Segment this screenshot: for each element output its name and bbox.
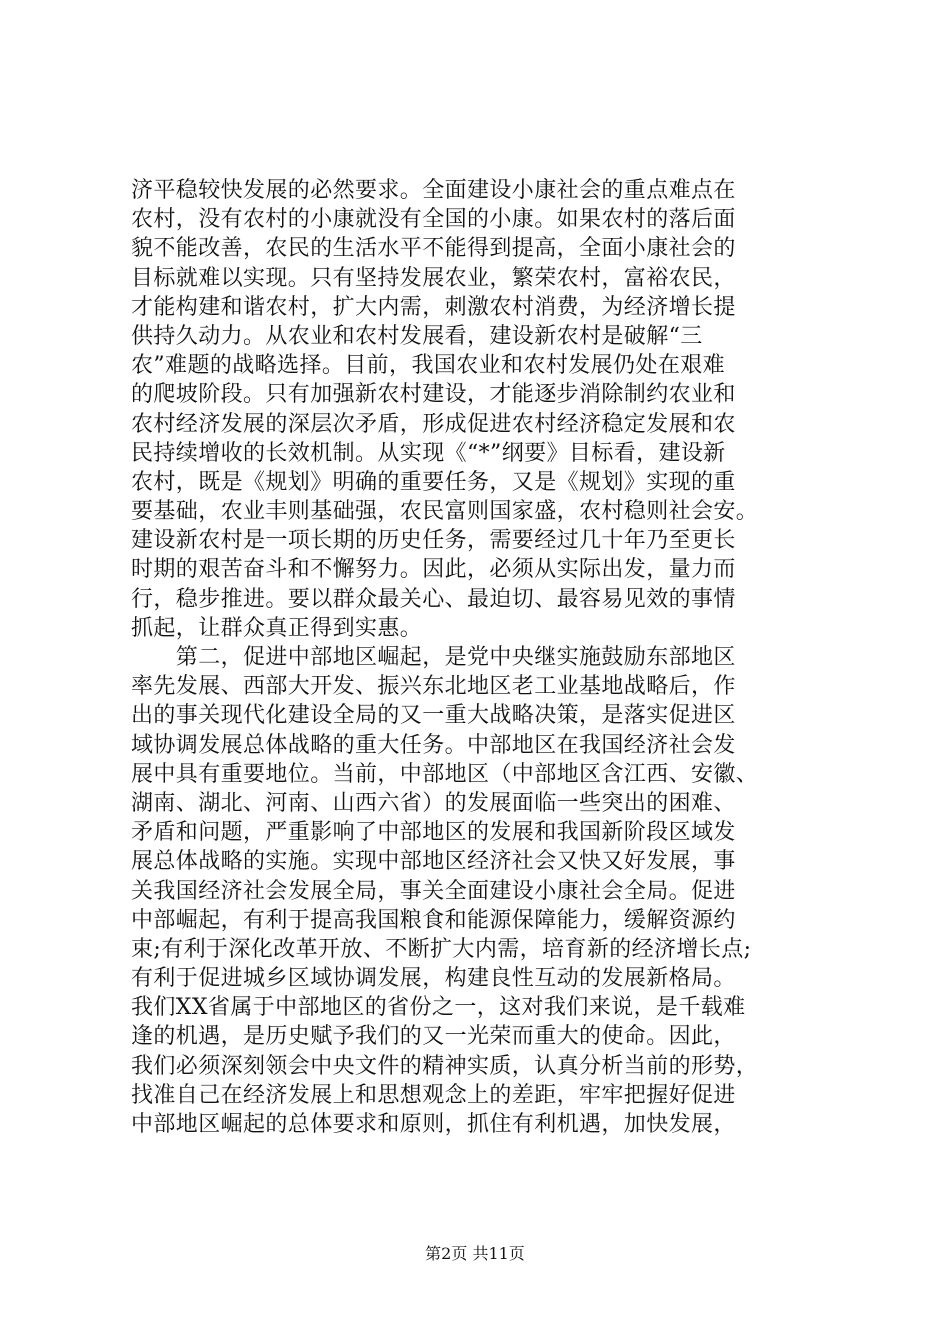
text-line: 关我国经济社会发展全局，事关全面建设小康社会全局。促进 [131,878,736,904]
page-number-footer: 第2页 共11页 [425,1244,525,1263]
text-line: 才能构建和谐农村，扩大内需，刺激农村消费，为经济增长提 [131,294,736,320]
text-line: 农村，没有农村的小康就没有全国的小康。如果农村的落后面 [131,207,736,233]
text-line: 逢的机遇，是历史赋予我们的又一光荣而重大的使命。因此， [131,1024,736,1050]
paragraph-start-line: 第二，促进中部地区崛起，是党中央继实施鼓励东部地区 [131,645,736,670]
text-line: 农村，既是《规划》明确的重要任务，又是《规划》实现的重 [131,469,736,495]
text-line: 目标就难以实现。只有坚持发展农业，繁荣农村，富裕农民， [131,265,736,291]
text-line: 我们必须深刻领会中央文件的精神实质，认真分析当前的形势， [131,1053,759,1079]
text-line: 的爬坡阶段。只有加强新农村建设，才能逐步消除制约农业和 [131,382,736,408]
text-line: 中部地区崛起的总体要求和原则，抓住有利机遇，加快发展， [131,1112,736,1137]
text-line: 抓起，让群众真正得到实惠。 [131,615,423,641]
text-line: 民持续增收的长效机制。从实现《“*”纲要》目标看，建设新 [131,440,726,466]
text-line: 率先发展、西部大开发、振兴东北地区老工业基地战略后，作 [131,674,736,700]
text-line: 我们XX省属于中部地区的省份之一，这对我们来说，是千载难 [131,995,746,1021]
text-line: 有利于促进城乡区域协调发展，构建良性互动的发展新格局。 [131,966,736,992]
text-line: 束;有利于深化改革开放、不断扩大内需，培育新的经济增长点; [131,936,752,962]
text-line: 时期的艰苦奋斗和不懈努力。因此，必须从实际出发，量力而 [131,557,736,583]
text-line: 貌不能改善，农民的生活水平不能得到提高，全面小康社会的 [131,236,736,262]
text-line: 要基础，农业丰则基础强，农民富则国家盛，农村稳则社会安。 [131,499,759,525]
text-line: 域协调发展总体战略的重大任务。中部地区在我国经济社会发 [131,732,736,758]
text-line: 农”难题的战略选择。目前，我国农业和农村发展仍处在艰难 [131,353,726,379]
text-line: 找准自己在经济发展上和思想观念上的差距，牢牢把握好促进 [131,1082,736,1108]
text-line: 矛盾和问题，严重影响了中部地区的发展和我国新阶段区域发 [131,820,736,846]
text-line: 中部崛起，有利于提高我国粮食和能源保障能力，缓解资源约 [131,907,736,933]
text-line: 供持久动力。从农业和农村发展看，建设新农村是破解“三 [131,323,703,349]
text-line: 行，稳步推进。要以群众最关心、最迫切、最容易见效的事情 [131,586,736,612]
text-line: 展中具有重要地位。当前，中部地区（中部地区含江西、安徽、 [131,761,759,787]
document-body [131,176,831,1139]
text-line: 出的事关现代化建设全局的又一重大战略决策，是落实促进区 [131,703,736,729]
text-line: 农村经济发展的深层次矛盾，形成促进农村经济稳定发展和农 [131,411,736,437]
text-line: 济平稳较快发展的必然要求。全面建设小康社会的重点难点在 [131,178,736,203]
text-line: 湖南、湖北、河南、山西六省）的发展面临一些突出的困难、 [131,790,736,816]
text-line: 建设新农村是一项长期的历史任务，需要经过几十年乃至更长 [131,528,736,554]
text-line: 展总体战略的实施。实现中部地区经济社会又快又好发展，事 [131,849,736,875]
